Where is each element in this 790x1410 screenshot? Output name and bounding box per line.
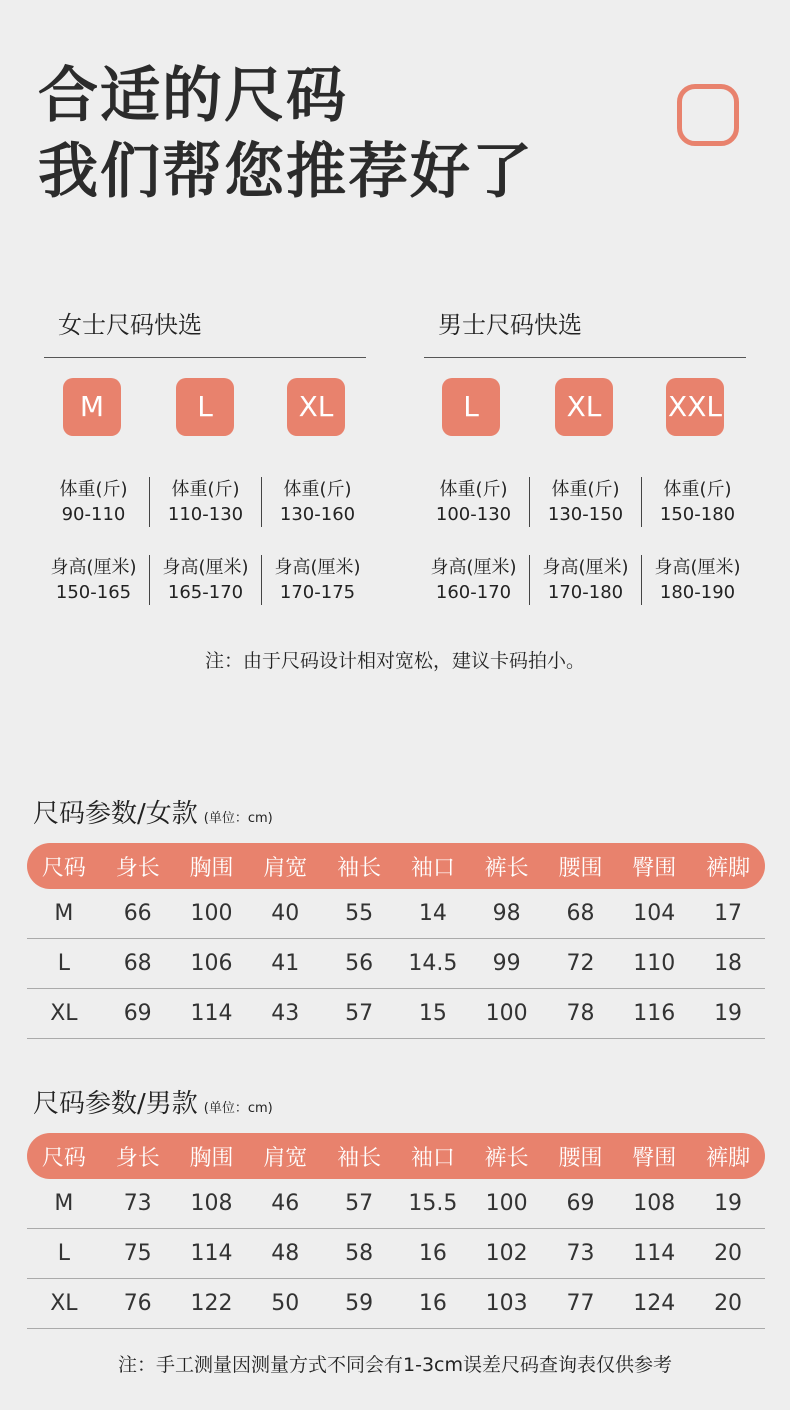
header-cell: 袖长 <box>337 1145 382 1171</box>
table-cell: 72 <box>566 951 595 976</box>
decorative-square-icon <box>677 84 739 146</box>
table-row <box>27 1179 765 1229</box>
table-cell: 20 <box>714 1241 743 1266</box>
table-cell: 98 <box>492 901 521 926</box>
table-cell: 20 <box>714 1291 743 1316</box>
header-cell: 腰围 <box>558 1145 603 1171</box>
table-cell: XL <box>50 1001 78 1026</box>
headline-line-1: 合适的尺码 <box>38 61 348 131</box>
table-cell: XL <box>50 1291 78 1316</box>
table-cell: 76 <box>123 1291 152 1316</box>
table-cell: 124 <box>633 1291 676 1316</box>
table-cell: 73 <box>123 1191 152 1216</box>
height-stat: 身高(厘米) 160-170 <box>430 557 517 603</box>
table-cell: 108 <box>190 1191 233 1216</box>
table-row <box>27 1279 765 1329</box>
weight-stat: 体重(斤) 130-150 <box>529 477 641 527</box>
table-cell: 75 <box>123 1241 152 1266</box>
header-cell: 胸围 <box>189 855 234 881</box>
divider <box>424 357 746 358</box>
table-cell: 104 <box>633 901 676 926</box>
divider <box>44 357 366 358</box>
weight-stat: 体重(斤) 130-160 <box>261 477 373 527</box>
weight-stat: 体重(斤) 100-130 <box>435 479 512 525</box>
height-stat: 身高(厘米) 165-170 <box>149 555 261 605</box>
size-button-xl[interactable]: XL <box>287 378 345 436</box>
table-row <box>27 889 765 939</box>
headline-line-2: 我们帮您推荐好了 <box>38 137 534 207</box>
table-cell: 56 <box>345 951 374 976</box>
table-cell: 108 <box>633 1191 676 1216</box>
women-weight-row <box>38 477 378 527</box>
men-weight-row <box>418 477 758 527</box>
table-cell: 116 <box>633 1001 676 1026</box>
women-quick-title: 女士尺码快选 <box>58 311 202 339</box>
table-cell: 46 <box>271 1191 300 1216</box>
header-cell: 胸围 <box>189 1145 234 1171</box>
table-cell: 14.5 <box>408 951 458 976</box>
table-cell: 100 <box>485 1001 528 1026</box>
table-row <box>27 989 765 1039</box>
weight-stat: 体重(斤) 150-180 <box>641 477 753 527</box>
table-cell: 59 <box>345 1291 374 1316</box>
size-button-xxl[interactable]: XXL <box>666 378 724 436</box>
women-table-title: 尺码参数/女款 (单位：cm) <box>33 799 273 829</box>
table-cell: 16 <box>418 1291 447 1316</box>
header-cell: 腰围 <box>558 855 603 881</box>
table-cell: L <box>57 1241 71 1266</box>
height-stat: 身高(厘米) 180-190 <box>641 555 753 605</box>
table-cell: 50 <box>271 1291 300 1316</box>
table-cell: 102 <box>485 1241 528 1266</box>
height-stat: 身高(厘米) 170-175 <box>261 555 373 605</box>
table-cell: M <box>54 901 74 926</box>
table-cell: 14 <box>418 901 447 926</box>
women-size-table <box>27 843 765 1039</box>
table-cell: L <box>57 951 71 976</box>
table-cell: 106 <box>190 951 233 976</box>
men-quick-title: 男士尺码快选 <box>438 311 582 339</box>
height-stat: 身高(厘米) 170-180 <box>529 555 641 605</box>
table-cell: 100 <box>485 1191 528 1216</box>
header-cell: 裤长 <box>484 855 529 881</box>
table-cell: 68 <box>566 901 595 926</box>
table-cell: 19 <box>714 1191 743 1216</box>
table-cell: 16 <box>418 1241 447 1266</box>
header-cell: 袖长 <box>337 855 382 881</box>
women-quick-select <box>44 305 366 603</box>
header-cell: 臀围 <box>632 1145 677 1171</box>
table-header <box>27 843 765 889</box>
size-button-l[interactable]: L <box>176 378 234 436</box>
unit-label: (单位：cm) <box>203 1101 273 1116</box>
table-cell: M <box>54 1191 74 1216</box>
table-cell: 17 <box>714 901 743 926</box>
fit-note: 注：由于尺码设计相对宽松，建议卡码拍小。 <box>204 650 585 672</box>
table-cell: 57 <box>345 1191 374 1216</box>
table-cell: 114 <box>190 1001 233 1026</box>
header-cell: 肩宽 <box>263 855 308 881</box>
table-cell: 68 <box>123 951 152 976</box>
header-cell: 肩宽 <box>263 1145 308 1171</box>
height-stat: 身高(厘米) 150-165 <box>50 557 137 603</box>
table-cell: 66 <box>123 901 152 926</box>
men-height-row <box>418 555 758 605</box>
header-cell: 尺码 <box>41 855 86 881</box>
header-cell: 臀围 <box>632 855 677 881</box>
header-cell: 身长 <box>115 1145 160 1171</box>
size-button-xl[interactable]: XL <box>555 378 613 436</box>
table-cell: 57 <box>345 1001 374 1026</box>
table-header <box>27 1133 765 1179</box>
table-row <box>27 1229 765 1279</box>
weight-stat: 体重(斤) 110-130 <box>149 477 261 527</box>
table-cell: 73 <box>566 1241 595 1266</box>
measurement-note: 注：手工测量因测量方式不同会有1-3cm误差尺码查询表仅供参考 <box>118 1354 672 1376</box>
table-cell: 48 <box>271 1241 300 1266</box>
table-cell: 15.5 <box>408 1191 458 1216</box>
table-cell: 41 <box>271 951 300 976</box>
header-cell: 裤脚 <box>706 855 751 881</box>
table-row <box>27 939 765 989</box>
table-cell: 114 <box>633 1241 676 1266</box>
unit-label: (单位：cm) <box>203 811 273 826</box>
header-cell: 裤脚 <box>706 1145 751 1171</box>
table-cell: 110 <box>633 951 676 976</box>
men-size-buttons <box>424 378 746 438</box>
header-cell: 袖口 <box>410 1145 455 1171</box>
table-cell: 122 <box>190 1291 233 1316</box>
table-cell: 100 <box>190 901 233 926</box>
men-table-title: 尺码参数/男款 (单位：cm) <box>33 1089 273 1119</box>
table-cell: 43 <box>271 1001 300 1026</box>
table-cell: 114 <box>190 1241 233 1266</box>
women-size-buttons <box>44 378 366 438</box>
table-cell: 15 <box>418 1001 447 1026</box>
table-cell: 19 <box>714 1001 743 1026</box>
table-cell: 55 <box>345 901 374 926</box>
table-cell: 78 <box>566 1001 595 1026</box>
table-cell: 69 <box>566 1191 595 1216</box>
table-cell: 58 <box>345 1241 374 1266</box>
women-height-row <box>38 555 378 605</box>
header-cell: 尺码 <box>41 1145 86 1171</box>
weight-stat: 体重(斤) 90-110 <box>59 479 128 525</box>
header-cell: 袖口 <box>410 855 455 881</box>
header-cell: 裤长 <box>484 1145 529 1171</box>
table-cell: 103 <box>485 1291 528 1316</box>
header-cell: 身长 <box>115 855 160 881</box>
size-button-m[interactable]: M <box>63 378 121 436</box>
men-size-table <box>27 1133 765 1329</box>
table-cell: 77 <box>566 1291 595 1316</box>
size-button-l[interactable]: L <box>442 378 500 436</box>
headline <box>38 58 534 210</box>
table-cell: 69 <box>123 1001 152 1026</box>
table-cell: 99 <box>492 951 521 976</box>
table-cell: 18 <box>714 951 743 976</box>
men-quick-select <box>424 305 746 603</box>
table-cell: 40 <box>271 901 300 926</box>
